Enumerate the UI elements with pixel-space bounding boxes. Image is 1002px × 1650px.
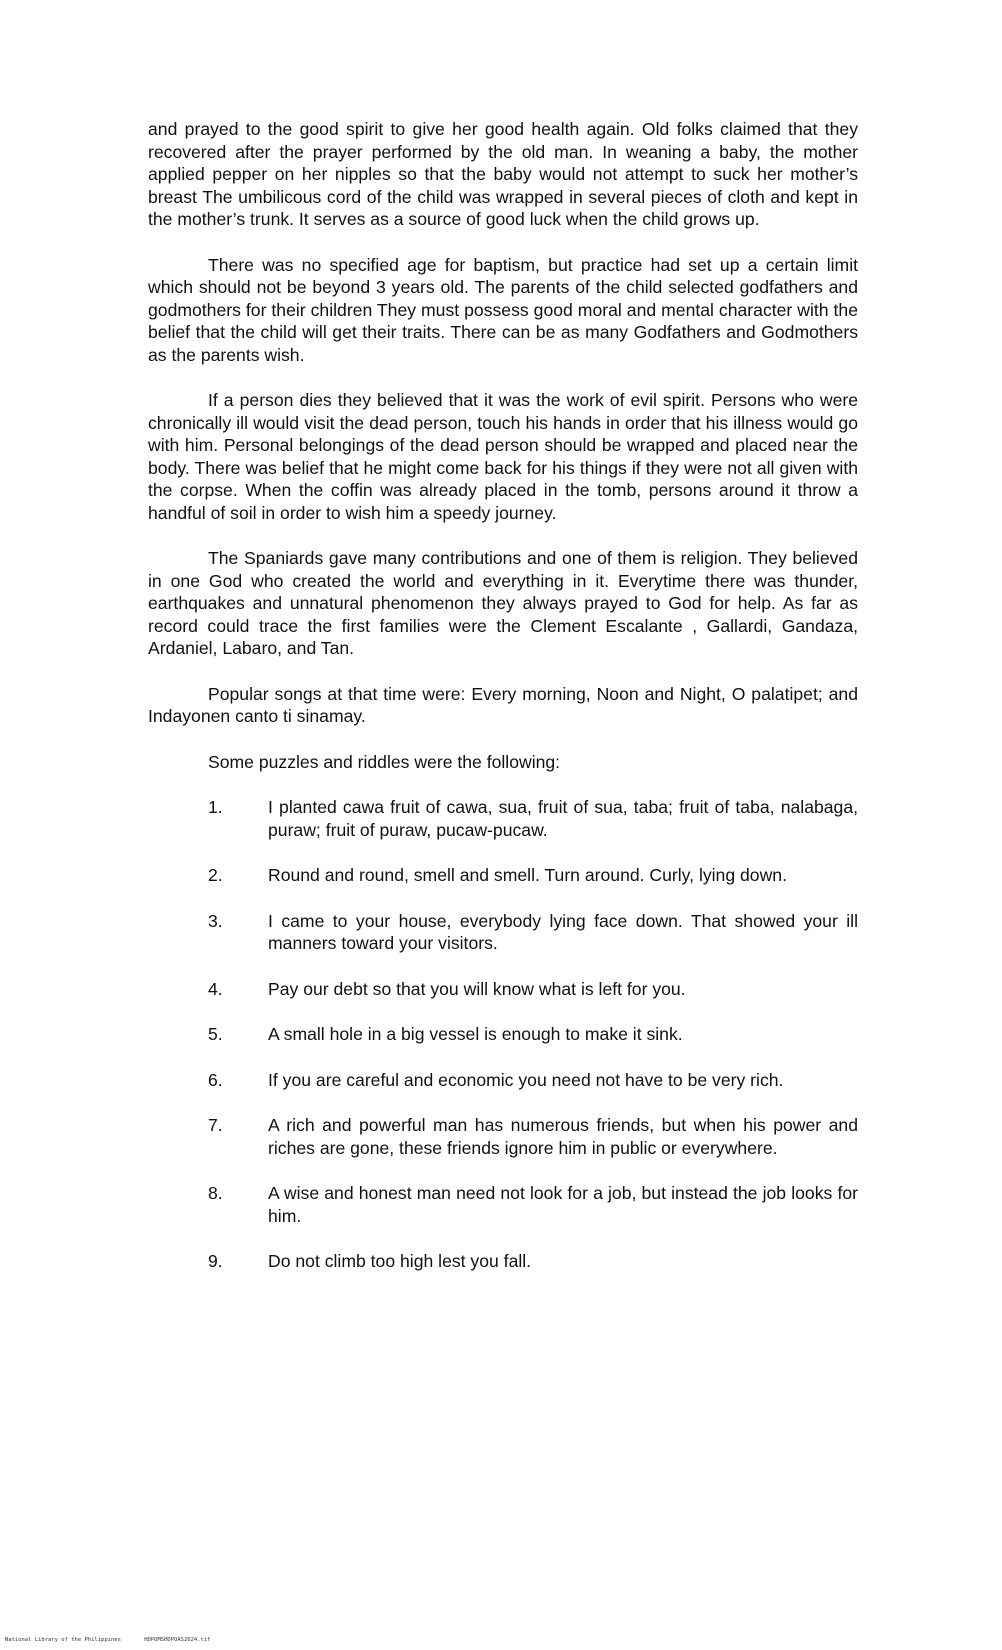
riddle-item	[148, 1023, 858, 1046]
riddle-number: 4.	[208, 978, 223, 999]
riddle-text: Do not climb too high lest you fall.	[268, 1251, 532, 1271]
riddle-text: I came to your house, everybody lying face down. That showed your ill manners toward your visitors.	[268, 910, 858, 953]
paragraph-death-beliefs: If a person dies they believed that it was the work of evil spirit. Persons who were chronically ill would visit the dead person, touch his hands in order that his illness would go with him. Personal belongings of the dead person should be wrapped and placed near the body. There was belief that he might come back for his things if they were not all given with the corpse. When the coffin was already placed in the tomb, persons around it throw a handful of soil in order to wish him a speedy journey.	[148, 390, 858, 523]
riddle-number: 5.	[208, 1024, 223, 1044]
riddle-text: Round and round, smell and smell. Turn around. Curly, lying down.	[268, 865, 787, 885]
riddles-intro: Some puzzles and riddles were the following:	[208, 751, 561, 772]
riddles-list	[148, 796, 858, 1273]
riddle-number: 3.	[208, 910, 223, 931]
riddle-text: Pay our debt so that you will know what is left for you.	[268, 978, 686, 999]
riddle-text: I planted cawa fruit of cawa, sua, fruit of sua, taba; fruit of taba, nalabaga, puraw; fruit of puraw, pucaw-pucaw.	[268, 797, 858, 840]
riddle-item	[148, 1250, 858, 1273]
paragraph-religion: The Spaniards gave many contributions and one of them is religion. They believed in one God who created the world and everything in it. Everytime there was thunder, earthquakes and unnatural phenomenon they always prayed to God for help. As far as record could trace the first families were the Clement Escalante , Gallardi, Gandaza, Ardaniel, Labaro, and Tan.	[148, 548, 858, 658]
riddle-number: 8.	[208, 1183, 223, 1203]
riddle-text: A rich and powerful man has numerous friends, but when his power and riches are gone, these friends ignore him in public or everywhere.	[268, 1115, 858, 1158]
riddle-number: 7.	[208, 1115, 223, 1135]
footer-library-name: National Library of the Philippines	[5, 1637, 121, 1643]
riddle-item	[148, 864, 858, 887]
riddle-item	[148, 1182, 858, 1227]
riddle-item	[148, 1114, 858, 1159]
riddle-item	[148, 796, 858, 841]
riddle-item	[148, 910, 858, 955]
riddle-item	[148, 1069, 858, 1092]
riddle-number: 9.	[208, 1251, 223, 1271]
paragraph-baptism: There was no specified age for baptism, but practice had set up a certain limit which should not be beyond 3 years old. The parents of the child selected godfathers and godmothers for their children They must possess good moral and mental character with the belief that the child will get their traits. There can be as many Godfathers and Godmothers as the parents wish.	[148, 254, 858, 365]
riddle-number: 1.	[208, 797, 223, 817]
riddle-text: A wise and honest man need not look for a job, but instead the job looks for him.	[268, 1183, 858, 1226]
riddle-text: A small hole in a big vessel is enough to make it sink.	[268, 1024, 683, 1044]
footer-file-code: HDPOMSHDPOAS2024.tif	[144, 1637, 211, 1643]
document-body	[148, 118, 858, 1296]
riddle-text: If you are careful and economic you need not have to be very rich.	[268, 1069, 784, 1090]
riddle-number: 2.	[208, 865, 223, 885]
riddle-number: 6.	[208, 1069, 223, 1090]
scan-footer	[5, 1637, 210, 1643]
paragraph-continuation: and prayed to the good spirit to give her good health again. Old folks claimed that they recovered after the prayer performed by the old man. In weaning a baby, the mother applied pepper on her nipples so that the baby would not attempt to suck her mother’s breast The umbilicous cord of the child was wrapped in several pieces of cloth and kept in the mother’s trunk. It serves as a source of good luck when the child grows up.	[148, 119, 858, 229]
paragraph-popular-songs: Popular songs at that time were: Every morning, Noon and Night, O palatipet; and Indayonen canto ti sinamay.	[148, 683, 858, 726]
riddle-item	[148, 978, 858, 1001]
